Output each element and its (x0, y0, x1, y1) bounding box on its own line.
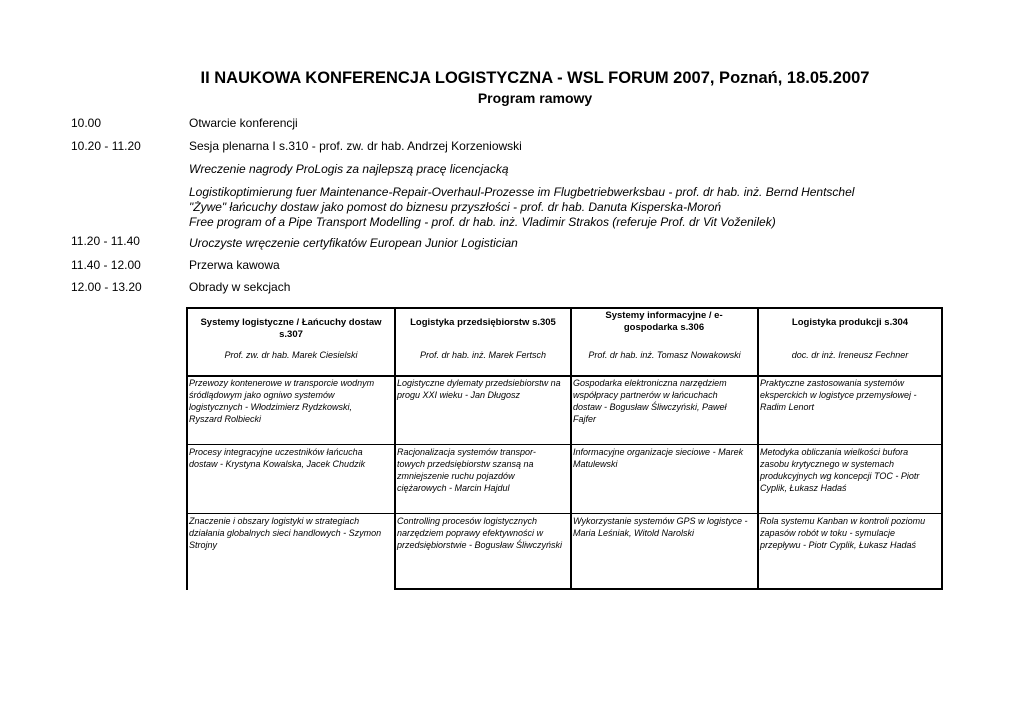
talk-cell: Racjonalizacja systemów transpor- towych przedsiębiorstw szansą na zmniejszenie ruchu pojazdów ciężarowych - Marcin Hajdul (397, 447, 536, 493)
schedule-item: Otwarcie konferencji (189, 116, 298, 130)
session-chair: doc. dr inż. Ireneusz Fechner (791, 350, 909, 360)
schedule-item: Przerwa kawowa (189, 258, 280, 272)
talk-cell: Controlling procesów logistycznych narzędziem poprawy efektywności w przedsiębiorstwie - Bogusław Śliwczyński (397, 516, 563, 550)
schedule-item: Logistikoptimierung fuer Maintenance-Repair-Overhaul-Prozesse im Flugbetriebwerksbau - prof. dr hab. inż. Bernd Hentschel (189, 185, 855, 199)
schedule-item: Sesja plenarna I s.310 - prof. zw. dr hab. Andrzej Korzeniowski (189, 139, 522, 153)
schedule-item: "Żywe" łańcuchy dostaw jako pomost do biznesu przyszłości - prof. dr hab. Danuta Kisperska-Moroń (189, 200, 722, 214)
table-border (188, 513, 943, 514)
talk-cell: Logistyczne dylematy przedsiebiorstw na progu XXI wieku - Jan Długosz (397, 378, 561, 400)
talk-cell: Praktyczne zastosowania systemów eksperckich w logistyce przemysłowej - Radim Lenort (760, 378, 917, 412)
session-title: Logistyka przedsiębiorstw s.305 (410, 317, 556, 328)
talk-cell: Gospodarka elektroniczna narzędziem współpracy partnerów w łańcuchach dostaw - Bogusław Śliwczyński, Paweł Fajfer (573, 378, 727, 424)
table-border (188, 444, 943, 445)
page-subtitle: Program ramowy (477, 90, 593, 106)
schedule-item: Obrady w sekcjach (189, 280, 291, 294)
session-title: Systemy informacyjne / e-gospodarka s.306 (605, 310, 723, 333)
talk-cell: Znaczenie i obszary logistyki w strategiach działania globalnych sieci handlowych - Szymon Strojny (189, 516, 382, 550)
sessions-table (186, 307, 943, 590)
session-title: Systemy logistyczne / Łańcuchy dostaw s.307 (200, 317, 382, 340)
schedule-item: Wreczenie nagrody ProLogis za najlepszą pracę licencjacką (189, 162, 509, 176)
session-chair: Prof. dr hab. inż. Marek Fertsch (419, 350, 547, 360)
session-chair: Prof. zw. dr hab. Marek Ciesielski (224, 350, 358, 360)
table-border (186, 307, 943, 309)
talk-cell: Przewozy kontenerowe w transporcie wodnym śródlądowym jako ogniwo systemów logistycznych - Włodzimierz Rydzkowski, Ryszard Rolbiecki (189, 378, 375, 424)
schedule-time: 10.20 - 11.20 (71, 139, 141, 153)
talk-cell: Rola systemu Kanban w kontroli poziomu zapasów robót w toku - symulacje przepływu - Piotr Cyplik, Łukasz Hadaś (760, 516, 926, 550)
talk-cell: Informacyjne organizacje sieciowe - Marek Matulewski (573, 447, 744, 469)
schedule-time: 11.40 - 12.00 (71, 258, 141, 272)
talk-cell: Procesy integracyjne uczestników łańcucha dostaw - Krystyna Kowalska, Jacek Chudzik (189, 447, 366, 469)
schedule-time: 10.00 (71, 116, 102, 130)
table-border (941, 307, 943, 590)
schedule-time: 12.00 - 13.20 (71, 280, 142, 294)
schedule-time: 11.20 - 11.40 (71, 234, 140, 248)
schedule-item: Free program of a Pipe Transport Modelling - prof. dr hab. inż. Vladimir Strakos (referuje Prof. dr Vit Voženilek) (189, 215, 776, 229)
session-chair: Prof. dr hab. inż. Tomasz Nowakowski (588, 350, 741, 360)
talk-cell: Wykorzystanie systemów GPS w logistyce - Maria Leśniak, Witold Narolski (573, 516, 748, 538)
session-title: Logistyka produkcji s.304 (791, 317, 909, 328)
schedule-item: Uroczyste wręczenie certyfikatów European Junior Logistician (189, 236, 518, 250)
table-border (394, 588, 943, 590)
page-title: II NAUKOWA KONFERENCJA LOGISTYCZNA - WSL FORUM 2007, Poznań, 18.05.2007 (200, 69, 870, 87)
talk-cell: Metodyka obliczania wielkości bufora zasobu krytycznego w systemach produkcyjnych wg koncepcji TOC - Piotr Cyplik, Łukasz Hadaś (760, 447, 920, 493)
